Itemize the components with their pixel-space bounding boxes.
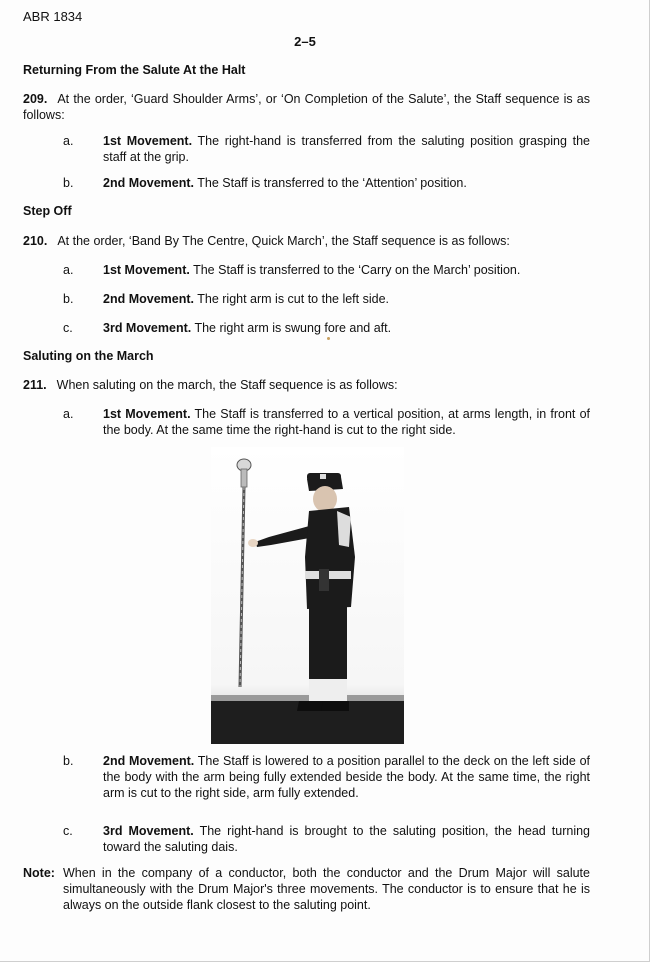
subitem-211c bbox=[63, 823, 590, 855]
movement-text: The Staff is transferred to the ‘Carry on the March’ position. bbox=[193, 263, 521, 277]
document-reference: ABR 1834 bbox=[23, 9, 83, 24]
paragraph-text: When saluting on the march, the Staff sequence is as follows: bbox=[56, 378, 398, 392]
subitem-letter: a. bbox=[63, 263, 74, 277]
paragraph-text: At the order, ‘Band By The Centre, Quick March’, the Staff sequence is as follows: bbox=[57, 234, 510, 248]
movement-text: The right-hand is transferred from the saluting position grasping the staff at the grip. bbox=[103, 134, 590, 164]
movement-text: The Staff is transferred to a vertical position, at arms length, in front of the body. At the same time the right-hand is cut to the right side. bbox=[103, 407, 590, 437]
paragraph-number: 210. bbox=[23, 234, 48, 248]
subitem-letter: a. bbox=[63, 134, 74, 148]
section-heading-saluting-march: Saluting on the March bbox=[23, 349, 154, 363]
paragraph-number: 211. bbox=[23, 378, 47, 392]
movement-text: The right arm is cut to the left side. bbox=[197, 292, 389, 306]
subitem-211b bbox=[63, 753, 590, 801]
movement-title: 2nd Movement. bbox=[103, 754, 195, 768]
movement-title: 3rd Movement. bbox=[103, 824, 194, 838]
movement-text: The right-hand is brought to the saluting position, the head turning toward the saluting dais. bbox=[103, 824, 591, 854]
paper-speck bbox=[327, 337, 330, 340]
subitem-letter: c. bbox=[63, 321, 73, 335]
drum-major-figure bbox=[211, 447, 404, 744]
note-text: When in the company of a conductor, both the conductor and the Drum Major will salute simultaneously with the Drum Major's three movements. The conductor is to ensure that he is always on the outside flank closest to the saluting point. bbox=[63, 866, 590, 912]
paragraph-209 bbox=[23, 91, 590, 123]
movement-title: 1st Movement. bbox=[103, 134, 193, 148]
subitem-letter: a. bbox=[63, 407, 74, 421]
movement-title: 2nd Movement. bbox=[103, 176, 194, 190]
paragraph-number: 209. bbox=[23, 92, 48, 106]
note-label: Note: bbox=[23, 866, 55, 880]
movement-title: 2nd Movement. bbox=[103, 292, 194, 306]
drum-major-photo bbox=[211, 447, 404, 744]
subitem-210c bbox=[63, 320, 590, 336]
subitem-210a bbox=[63, 262, 590, 278]
section-heading-step-off: Step Off bbox=[23, 204, 72, 218]
section-heading-returning: Returning From the Salute At the Halt bbox=[23, 63, 246, 77]
movement-text: The Staff is transferred to the ‘Attention’ position. bbox=[197, 176, 467, 190]
note-block bbox=[23, 865, 590, 913]
page-number: 2–5 bbox=[294, 34, 316, 49]
subitem-letter: b. bbox=[63, 292, 74, 306]
subitem-209a bbox=[63, 133, 590, 165]
movement-text: The Staff is lowered to a position parallel to the deck on the left side of the body with the arm being fully extended beside the body. At the same time, the right arm is cut to the right side, arm fully extended. bbox=[103, 754, 590, 800]
movement-text: The right arm is swung fore and aft. bbox=[194, 321, 392, 335]
subitem-letter: b. bbox=[63, 754, 74, 768]
movement-title: 3rd Movement. bbox=[103, 321, 192, 335]
movement-title: 1st Movement. bbox=[103, 407, 191, 421]
paragraph-text: At the order, ‘Guard Shoulder Arms’, or ‘On Completion of the Salute’, the Staff sequence is as follows: bbox=[23, 92, 590, 122]
subitem-209b bbox=[63, 175, 590, 191]
movement-title: 1st Movement. bbox=[103, 263, 190, 277]
subitem-211a bbox=[63, 406, 590, 438]
paragraph-210 bbox=[23, 233, 590, 249]
subitem-letter: c. bbox=[63, 824, 73, 838]
subitem-210b bbox=[63, 291, 590, 307]
paragraph-211 bbox=[23, 377, 590, 393]
subitem-letter: b. bbox=[63, 176, 74, 190]
